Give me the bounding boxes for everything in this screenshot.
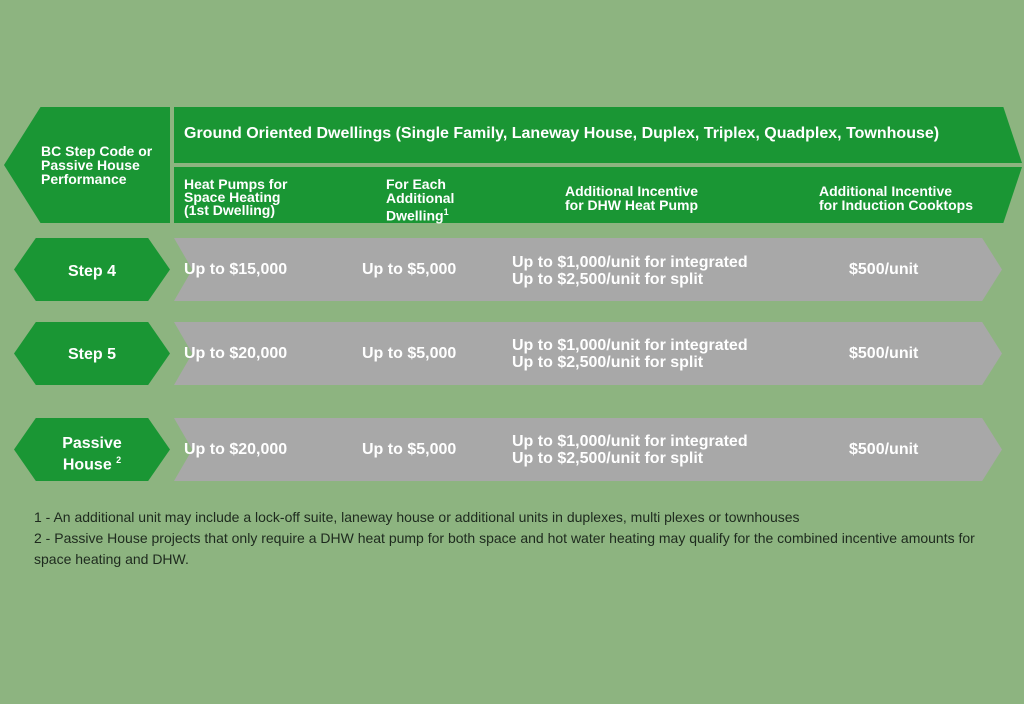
row-label-line: Passive bbox=[62, 435, 122, 452]
cell-cooktop: $500/unit bbox=[849, 261, 919, 278]
column-header-line: for Induction Cooktops bbox=[819, 197, 973, 213]
column-header-line: for DHW Heat Pump bbox=[565, 197, 698, 213]
column-header-dhw bbox=[565, 184, 698, 212]
cell-dhw bbox=[512, 337, 748, 371]
cell-dhw-line: Up to $1,000/unit for integrated bbox=[512, 337, 748, 354]
footnote-2: 2 - Passive House projects that only require a DHW heat pump for both space and hot water heating may qualify for the combined incentive amounts for space heating and DHW. bbox=[34, 530, 975, 567]
column-header-line: Additional Incentive bbox=[565, 183, 699, 199]
row-label-line: Step 5 bbox=[67, 346, 116, 363]
corner-label-line: Performance bbox=[41, 171, 127, 187]
cell-additional-dwelling: Up to $5,000 bbox=[362, 441, 457, 458]
cell-dhw-line: Up to $2,500/unit for split bbox=[512, 450, 704, 467]
column-header-line-text: Dwelling bbox=[386, 207, 444, 224]
column-header-line: (1st Dwelling) bbox=[184, 202, 276, 218]
footnote-marker: 2 bbox=[116, 455, 122, 465]
cell-cooktop: $500/unit bbox=[849, 345, 919, 362]
column-header-line bbox=[386, 205, 454, 223]
cell-space-heating: Up to $15,000 bbox=[184, 261, 288, 278]
corner-label-line: Passive House bbox=[41, 157, 140, 173]
cell-dhw-line: Up to $2,500/unit for split bbox=[512, 271, 704, 288]
footnote-1: 1 - An additional unit may include a lock-off suite, laneway house or additional units in duplexes, multi plexes or townhouses bbox=[34, 509, 800, 525]
column-header-line: Additional bbox=[386, 190, 455, 206]
cell-space-heating: Up to $20,000 bbox=[184, 345, 288, 362]
column-header-line: Space Heating bbox=[184, 189, 281, 205]
cell-dhw-line: Up to $1,000/unit for integrated bbox=[512, 254, 748, 271]
row-label-passive-house bbox=[14, 435, 170, 473]
cell-additional-dwelling: Up to $5,000 bbox=[362, 345, 457, 362]
footnote-marker: 1 bbox=[443, 207, 449, 217]
column-header-space-heating bbox=[184, 178, 287, 217]
row-label-step-5 bbox=[14, 347, 170, 363]
cell-space-heating: Up to $20,000 bbox=[184, 441, 288, 458]
row-label-line: Step 4 bbox=[67, 263, 116, 280]
cell-cooktop: $500/unit bbox=[849, 441, 919, 458]
corner-label bbox=[41, 144, 152, 186]
row-label-step-4 bbox=[14, 264, 170, 280]
column-header-line: Additional Incentive bbox=[819, 183, 953, 199]
corner-label-line: BC Step Code or bbox=[41, 143, 153, 159]
cell-dhw bbox=[512, 433, 748, 467]
column-header-induction bbox=[819, 184, 973, 212]
column-header-additional-dwelling bbox=[386, 177, 454, 223]
row-label-line bbox=[14, 452, 170, 473]
column-header-line: Heat Pumps for bbox=[184, 176, 288, 192]
cell-dhw bbox=[512, 254, 748, 288]
cell-dhw-line: Up to $2,500/unit for split bbox=[512, 354, 704, 371]
cell-additional-dwelling: Up to $5,000 bbox=[362, 261, 457, 278]
column-header-line: For Each bbox=[386, 176, 446, 192]
banner-title: Ground Oriented Dwellings (Single Family, Laneway House, Duplex, Triplex, Quadplex, Townhouse) bbox=[184, 125, 940, 142]
cell-dhw-line: Up to $1,000/unit for integrated bbox=[512, 433, 748, 450]
row-label-line-text: House bbox=[62, 456, 112, 474]
